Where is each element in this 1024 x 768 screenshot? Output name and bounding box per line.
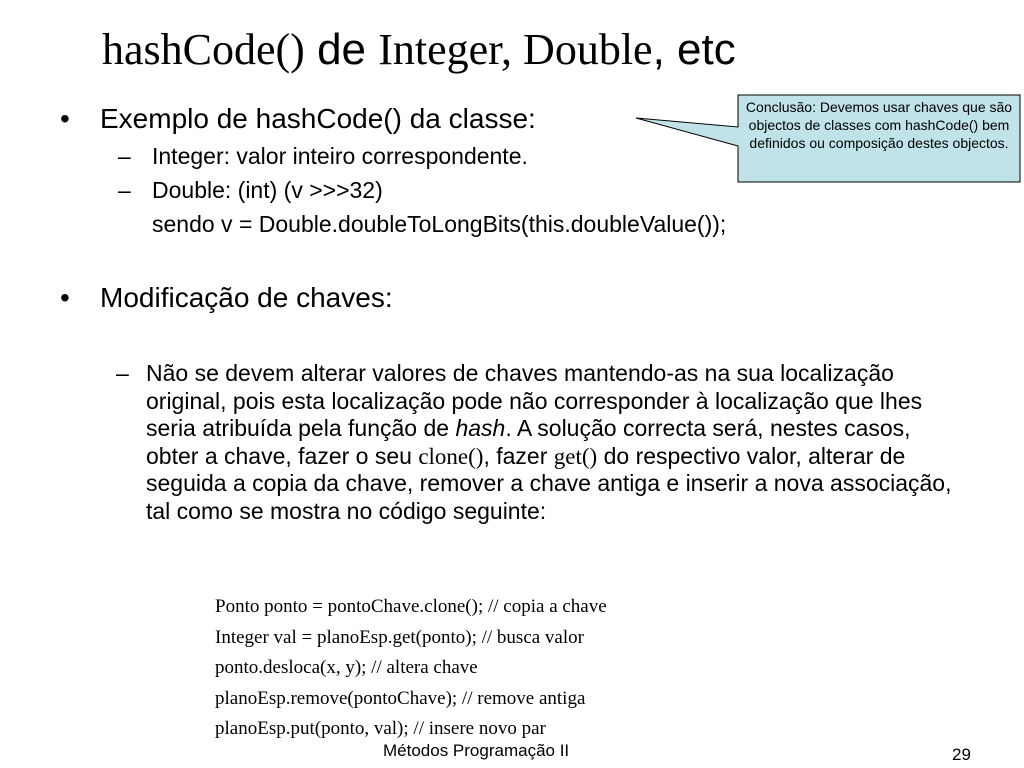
paragraph-get-method: get() bbox=[553, 443, 598, 469]
code-line: Integer val = planoEsp.get(ponto); // busca valor bbox=[215, 626, 584, 648]
paragraph-clone-method: clone() bbox=[418, 443, 484, 469]
sub-item-text: Double: (int) (v >>>32) bbox=[152, 177, 383, 203]
paragraph-run: do respectivo valor, alterar de seguida a copia da chave, remover a chave antiga e inserir a nova associação, tal como se mostra no código seguinte: bbox=[146, 442, 952, 524]
code-line: planoEsp.put(ponto, val); // insere novo par bbox=[215, 718, 546, 739]
footer-course-name: Métodos Programação II bbox=[383, 741, 570, 760]
dash-marker: – bbox=[118, 143, 131, 169]
title-part-hashcode: hashCode() bbox=[102, 25, 305, 74]
paragraph-run: Não se devem alterar valores de chaves mantendo-as na sua localização original, pois esta localização pode não corresponder à localização que lhes seria atribuída pela função de bbox=[146, 360, 923, 441]
page-number: 29 bbox=[952, 745, 971, 764]
code-line: Ponto ponto = pontoChave.clone(); // copia a chave bbox=[215, 596, 607, 617]
code-line: ponto.desloca(x, y); // altera chave bbox=[215, 657, 478, 678]
paragraph-hash-term: hash bbox=[455, 415, 506, 441]
code-line: planoEsp.remove(pontoChave); // remove antiga bbox=[215, 687, 586, 709]
bullet-dot: • bbox=[60, 282, 70, 313]
paragraph-run: , fazer bbox=[483, 442, 554, 469]
bullet-dot: • bbox=[60, 103, 70, 134]
bullet-text: Exemplo de hashCode() da classe: bbox=[100, 103, 536, 134]
dash-marker: – bbox=[118, 177, 131, 203]
bullet-text: Modificação de chaves: bbox=[100, 282, 393, 313]
title-part-etc: , etc bbox=[652, 25, 736, 74]
title-part-classes: Integer, Double bbox=[378, 25, 653, 74]
callout-conclusion-text: Conclusão: Devemos usar chaves que são objectos de classes com hashCode() bem definidos ou composição destes objectos. bbox=[745, 99, 1013, 151]
paragraph-run: . A solução correcta será, nestes casos, obter a chave, fazer o seu bbox=[146, 415, 911, 469]
sub-item-double-definition: sendo v = Double.doubleToLongBits(this.doubleValue()); bbox=[152, 211, 727, 237]
dash-marker: – bbox=[116, 360, 129, 386]
sub-item-text: Integer: valor inteiro correspondente. bbox=[152, 143, 528, 169]
title-part-de: de bbox=[304, 25, 379, 74]
